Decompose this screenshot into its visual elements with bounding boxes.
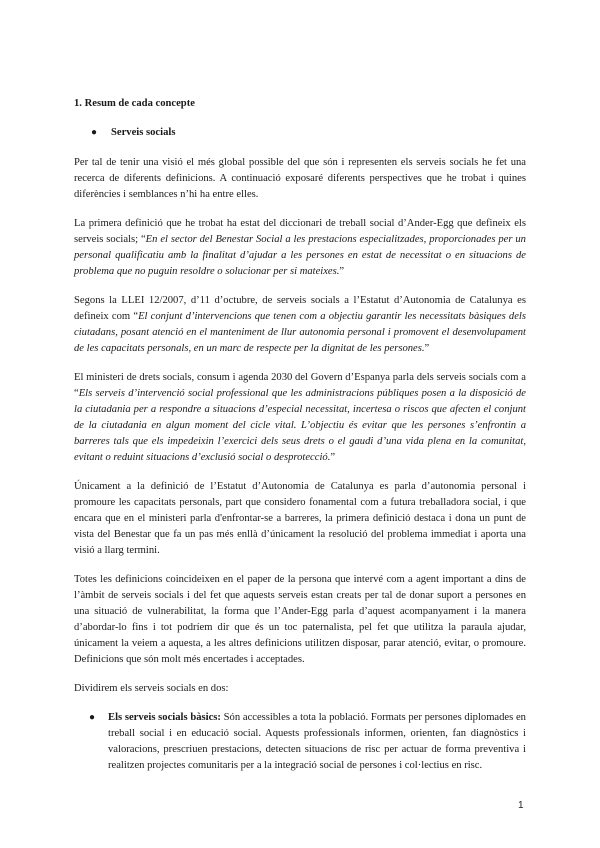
paragraph-text: La primera definició que he trobat ha estat del diccionari de treball social d’Ander-Egg que defineix els serveis socials; “ bbox=[74, 218, 526, 245]
paragraph-text: ” bbox=[339, 266, 345, 277]
section-heading: 1. Resum de cada concepte bbox=[74, 98, 195, 109]
paragraph-text: Dividirem els serveis socials en dos: bbox=[74, 683, 229, 694]
list-item-lead: Els serveis socials bàsics: bbox=[108, 712, 221, 723]
quote-text: En el sector del Benestar Social a les prestacions especialitzades, proporcionades per un personal qualificatiu amb la finalitat d’ajudar a les persones en estat de necessitat o en situacions de problema que no puguin resoldre o solucionar per si mateixes. bbox=[74, 234, 526, 277]
bullet-item bbox=[74, 125, 526, 141]
paragraph bbox=[74, 572, 526, 668]
list-dot-icon: ● bbox=[89, 712, 96, 723]
paragraph bbox=[74, 216, 526, 280]
paragraph bbox=[74, 293, 526, 357]
bullet-title: Serveis socials bbox=[111, 127, 176, 138]
quote-text: Els serveis d’intervenció social professional que les administracions públiques posen a la disposició de la ciutadania per a respondre a situacions d’especial necessitat, incertesa o riscos que afecten el conjunt de la ciutadania en algun moment del cicle vital. L’objectiu és evitar que les persones s’enfrontin a barreres tals que els impedeixin l’exercici dels seus drets o el gaudi d’una vida plena en la comunitat, evitant o reduint situacions d’exclusió social o desprotecció. bbox=[74, 388, 526, 463]
document-body bbox=[74, 96, 526, 774]
paragraphs bbox=[74, 155, 526, 697]
paragraph-text: Segons la LLEI 12/2007, d’11 d’octubre, de serveis socials a l’Estatut d’Autonomia de Catalunya es defineix com “ bbox=[74, 295, 526, 322]
paragraph-text: ” bbox=[330, 452, 336, 463]
paragraph-text: Per tal de tenir una visió el més global possible del que són i representen els serveis socials he fet una recerca de diferents definicions. A continuació exposaré diferents perspectives que he trobat i quines diferències i semblances n’hi ha entre elles. bbox=[74, 157, 526, 200]
paragraph-text: Únicament a la definició de l’Estatut d’Autonomia de Catalunya es parla d’autonomia personal i promoure les capacitats personals, part que considero fonamental com a futura treballadora social, i que encara que en el ministeri parla d'enfrontar-se a barreres, la primera definició destaca i dona un punt de vista del Benestar que fa un pas més enllà d’únicament la resolució del problema immediat i aporta una visió a llarg termini. bbox=[74, 481, 526, 556]
list-item bbox=[74, 710, 526, 774]
paragraph bbox=[74, 155, 526, 203]
page-number: 1 bbox=[518, 800, 524, 811]
list-item-text: Són accessibles a tota la població. Formats per persones diplomades en treball social i en educació social. Aquests professionals informen, orienten, fan diagnòstics i valoracions, prescriuen prestacions, detecten situacions de risc per actuar de forma preventiva i realitzen projectes comunitaris per a la integració social de persones i col·lectius en risc. bbox=[108, 712, 526, 771]
paragraph bbox=[74, 479, 526, 559]
paragraph bbox=[74, 681, 526, 697]
paragraph-text: ” bbox=[424, 343, 430, 354]
bullet-dot-icon: ● bbox=[91, 127, 98, 138]
paragraph bbox=[74, 370, 526, 466]
paragraph-text: Totes les definicions coincideixen en el paper de la persona que intervé com a agent important a dins de l’àmbit de serveis socials i del fet que aquests serveis estan creats per tal de donar suport a persones en una situació de vulnerabilitat, la forma que l’Ander-Egg parla d’aquest acompanyament i la manera d’abordar-lo fins i tot podríem dir que és un toc paternalista, pel fet que utilitza la paraula ajudar, únicament la veiem a aquesta, a les altres definicions utilitzen disposar, parar atenció, evitar, o promoure. Definicions que són molt més encertades i acceptades. bbox=[74, 574, 526, 665]
paragraph-text: El ministeri de drets socials, consum i agenda 2030 del Govern d’Espanya parla dels serveis socials com a “ bbox=[74, 372, 526, 399]
quote-text: El conjunt d’intervencions que tenen com a objectiu garantir les necessitats bàsiques dels ciutadans, posant atenció en el manteniment de llur autonomia personal i promovent el desenvolupament de les capacitats personals, en un marc de respecte per la dignitat de les persones. bbox=[74, 311, 526, 354]
